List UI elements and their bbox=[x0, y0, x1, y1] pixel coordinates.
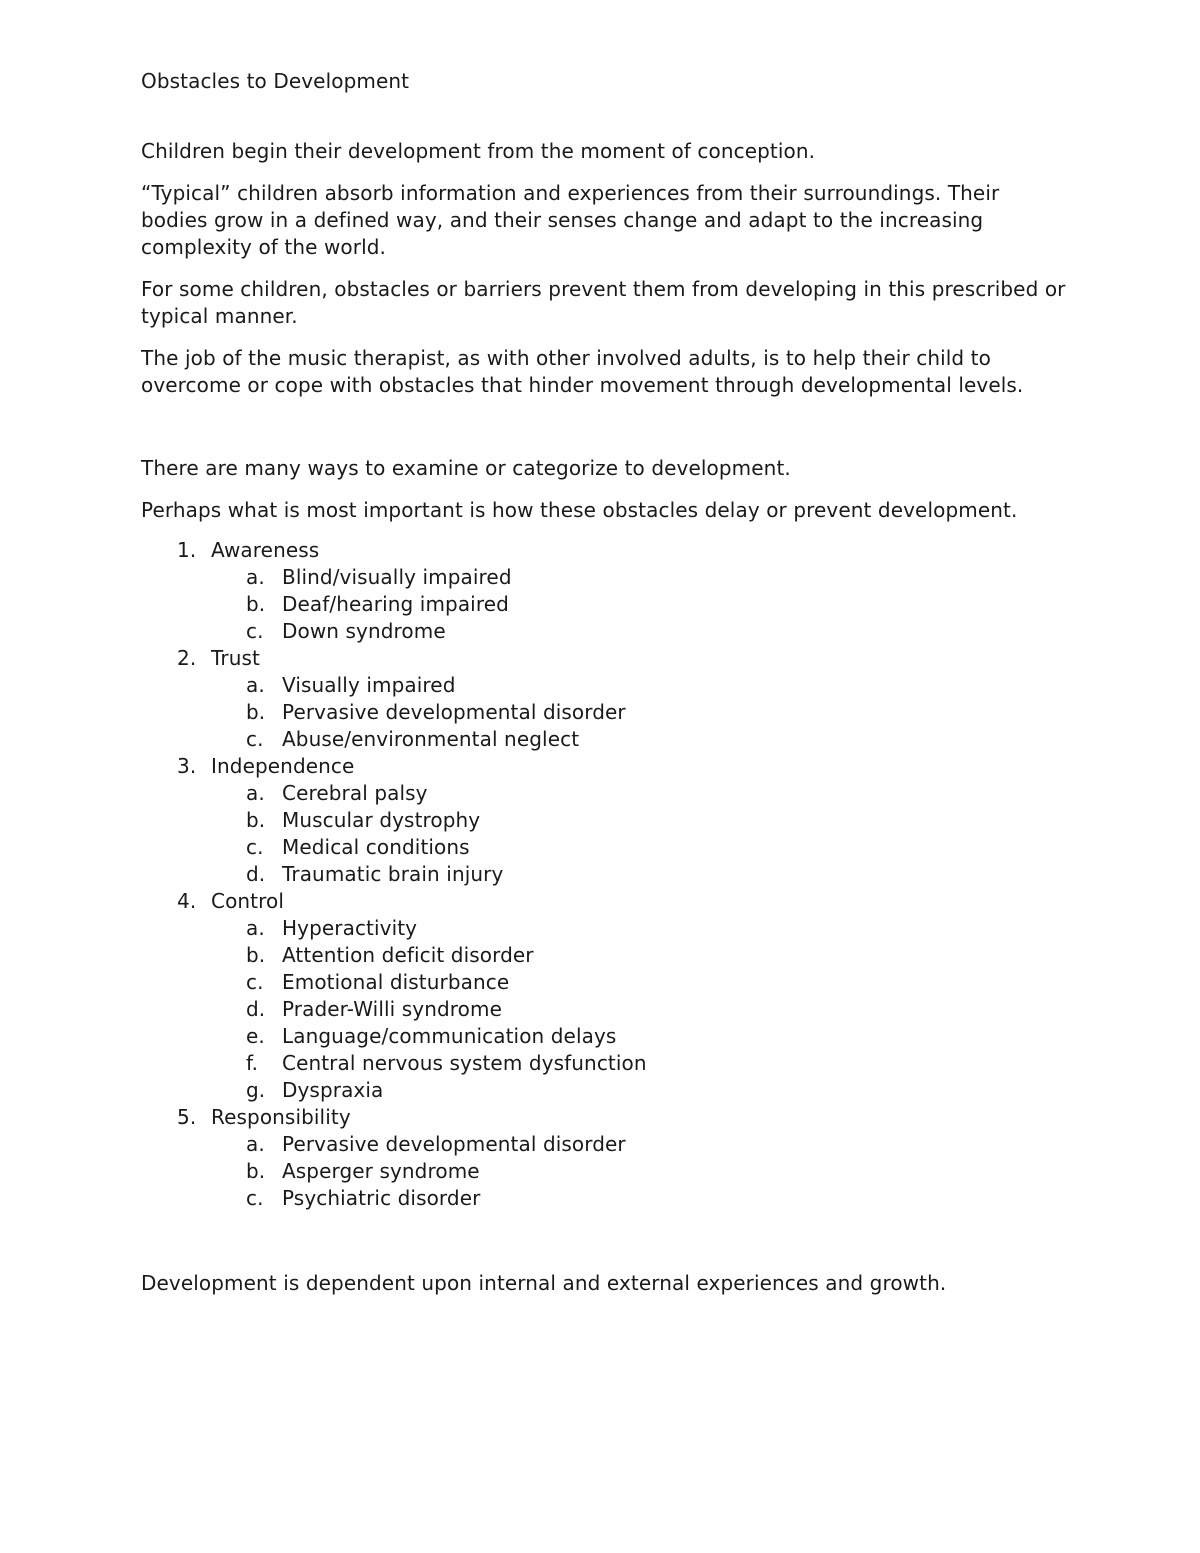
list-item-number: 4. bbox=[177, 889, 197, 913]
list-item-label: Control bbox=[211, 889, 284, 913]
sub-list-item bbox=[211, 672, 1071, 699]
sub-list-item bbox=[211, 1185, 1071, 1212]
sub-list-item bbox=[211, 1050, 1071, 1077]
sub-list bbox=[211, 780, 1071, 888]
sub-list-item-letter: a. bbox=[246, 1132, 265, 1156]
document-page bbox=[141, 68, 1071, 1312]
sub-list-item-text: Prader-Willi syndrome bbox=[282, 997, 502, 1021]
list-item-label: Trust bbox=[211, 646, 260, 670]
sub-list-item-letter: a. bbox=[246, 673, 265, 697]
list-item-number: 1. bbox=[177, 538, 197, 562]
sub-list-item-text: Pervasive developmental disorder bbox=[282, 1132, 626, 1156]
sub-list-item-text: Asperger syndrome bbox=[282, 1159, 480, 1183]
sub-list-item-text: Visually impaired bbox=[282, 673, 456, 697]
sub-list-item-letter: a. bbox=[246, 916, 265, 940]
sub-list-item-text: Attention deficit disorder bbox=[282, 943, 534, 967]
sub-list-item-letter: a. bbox=[246, 781, 265, 805]
sub-list-item bbox=[211, 591, 1071, 618]
sub-list-item bbox=[211, 861, 1071, 888]
list-item bbox=[141, 888, 1071, 1104]
sub-list-item-text: Muscular dystrophy bbox=[282, 808, 481, 832]
sub-list-item bbox=[211, 699, 1071, 726]
sub-list-item bbox=[211, 1131, 1071, 1158]
sub-list-item-text: Pervasive developmental disorder bbox=[282, 700, 626, 724]
sub-list-item bbox=[211, 834, 1071, 861]
sub-list-item-text: Down syndrome bbox=[282, 619, 446, 643]
sub-list-item-text: Cerebral palsy bbox=[282, 781, 428, 805]
paragraph-most-important: Perhaps what is most important is how these obstacles delay or prevent development. bbox=[141, 498, 1018, 522]
sub-list-item-letter: c. bbox=[246, 727, 264, 751]
sub-list-item-text: Blind/visually impaired bbox=[282, 565, 512, 589]
sub-list-item-text: Emotional disturbance bbox=[282, 970, 510, 994]
list-item-number: 3. bbox=[177, 754, 197, 778]
sub-list-item bbox=[211, 996, 1071, 1023]
sub-list-item bbox=[211, 564, 1071, 591]
sub-list-item-text: Abuse/environmental neglect bbox=[282, 727, 580, 751]
sub-list-item-text: Hyperactivity bbox=[282, 916, 418, 940]
paragraph-obstacles: For some children, obstacles or barriers prevent them from developing in this prescribed or typical manner. bbox=[141, 277, 1066, 328]
sub-list-item-letter: d. bbox=[246, 862, 266, 886]
sub-list-item bbox=[211, 942, 1071, 969]
sub-list-item-letter: b. bbox=[246, 592, 266, 616]
list-item-label: Independence bbox=[211, 754, 355, 778]
document-title: Obstacles to Development bbox=[141, 69, 410, 93]
list-item-label: Awareness bbox=[211, 538, 320, 562]
sub-list bbox=[211, 564, 1071, 645]
sub-list-item-text: Deaf/hearing impaired bbox=[282, 592, 509, 616]
sub-list-item-letter: b. bbox=[246, 700, 266, 724]
paragraph-music-therapist: The job of the music therapist, as with other involved adults, is to help their child to overcome or cope with obstacles that hinder movement through developmental levels. bbox=[141, 346, 1024, 397]
sub-list-item-letter: d. bbox=[246, 997, 266, 1021]
sub-list-item bbox=[211, 1023, 1071, 1050]
sub-list bbox=[211, 1131, 1071, 1212]
sub-list-item-text: Language/communication delays bbox=[282, 1024, 617, 1048]
sub-list-item-text: Central nervous system dysfunction bbox=[282, 1051, 647, 1075]
list-item bbox=[141, 1104, 1071, 1212]
sub-list-item-letter: f. bbox=[246, 1051, 259, 1075]
paragraph-typical-children: “Typical” children absorb information and experiences from their surroundings. Their bodies grow in a defined way, and their senses change and adapt to the increasing complexity of the world. bbox=[141, 181, 1000, 259]
sub-list-item-letter: c. bbox=[246, 835, 264, 859]
sub-list-item bbox=[211, 726, 1071, 753]
sub-list-item-letter: e. bbox=[246, 1024, 265, 1048]
sub-list-item bbox=[211, 969, 1071, 996]
sub-list-item bbox=[211, 780, 1071, 807]
sub-list-item-letter: c. bbox=[246, 619, 264, 643]
list-item bbox=[141, 537, 1071, 645]
sub-list-item-letter: g. bbox=[246, 1078, 266, 1102]
paragraph-categorize: There are many ways to examine or categorize to development. bbox=[141, 456, 791, 480]
sub-list-item-text: Dyspraxia bbox=[282, 1078, 384, 1102]
sub-list-item-text: Traumatic brain injury bbox=[282, 862, 504, 886]
sub-list-item-letter: c. bbox=[246, 1186, 264, 1210]
paragraph-conception: Children begin their development from the moment of conception. bbox=[141, 139, 816, 163]
sub-list-item-letter: b. bbox=[246, 943, 266, 967]
sub-list-item bbox=[211, 1077, 1071, 1104]
sub-list-item-text: Psychiatric disorder bbox=[282, 1186, 481, 1210]
sub-list-item-text: Medical conditions bbox=[282, 835, 470, 859]
obstacles-list bbox=[141, 537, 1071, 1212]
sub-list-item bbox=[211, 618, 1071, 645]
list-item bbox=[141, 753, 1071, 888]
paragraph-closing: Development is dependent upon internal and external experiences and growth. bbox=[141, 1271, 947, 1295]
sub-list bbox=[211, 915, 1071, 1104]
sub-list-item-letter: b. bbox=[246, 808, 266, 832]
sub-list-item-letter: a. bbox=[246, 565, 265, 589]
sub-list-item-letter: c. bbox=[246, 970, 264, 994]
sub-list-item bbox=[211, 1158, 1071, 1185]
list-item-number: 5. bbox=[177, 1105, 197, 1129]
sub-list bbox=[211, 672, 1071, 753]
sub-list-item bbox=[211, 915, 1071, 942]
list-item-number: 2. bbox=[177, 646, 197, 670]
sub-list-item-letter: b. bbox=[246, 1159, 266, 1183]
list-item-label: Responsibility bbox=[211, 1105, 351, 1129]
sub-list-item bbox=[211, 807, 1071, 834]
list-item bbox=[141, 645, 1071, 753]
